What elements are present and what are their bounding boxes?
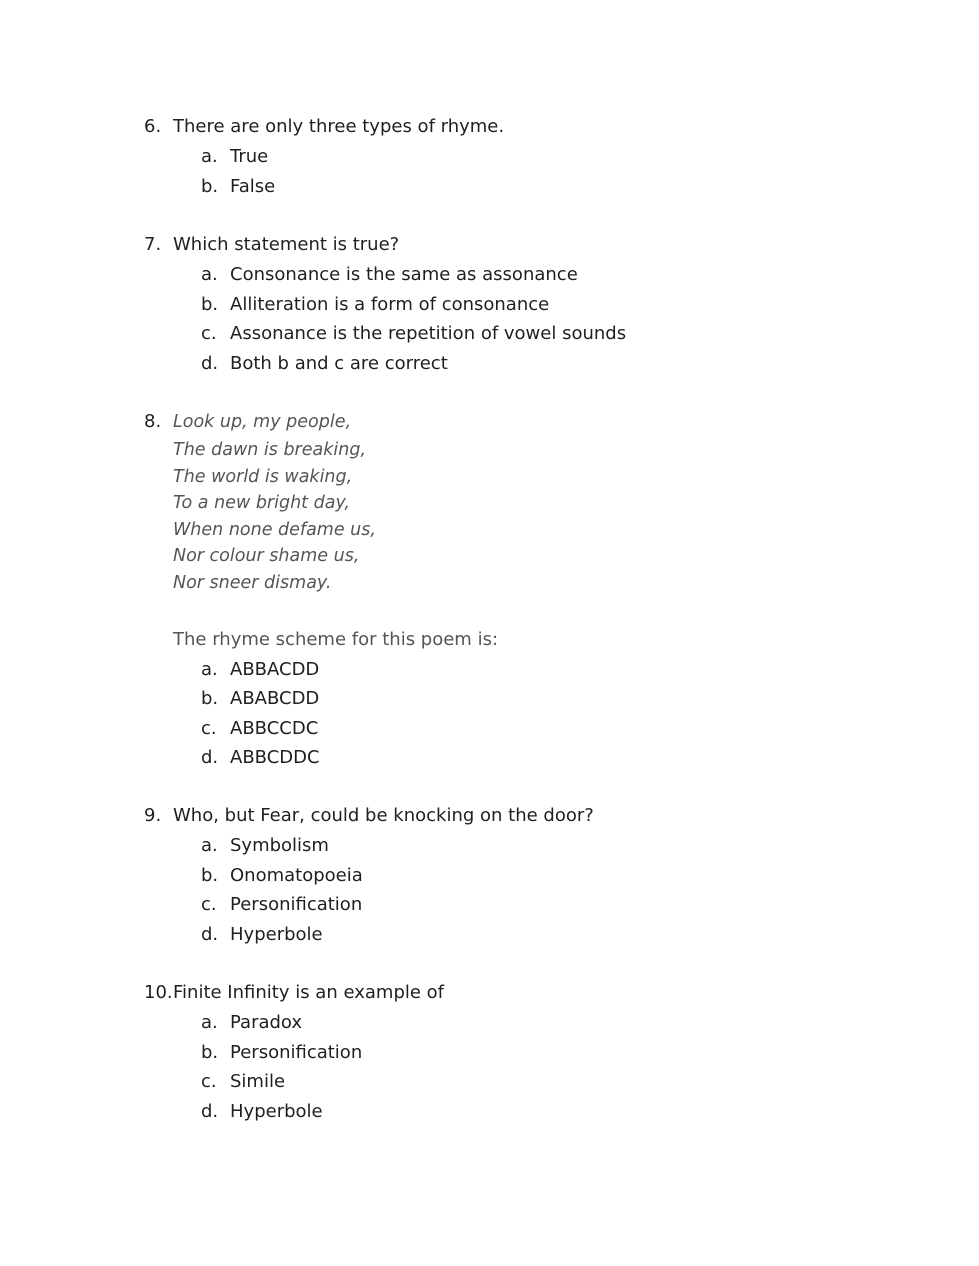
option-text: ABBCCDC (230, 717, 319, 739)
question-text: There are only three types of rhyme. (173, 116, 505, 137)
option-letter: d. (201, 352, 219, 374)
question-number: 10. (144, 982, 173, 1003)
option-letter: b. (201, 293, 219, 315)
option-text: False (230, 175, 276, 197)
answer-option-a[interactable] (201, 831, 594, 861)
question-9 (144, 801, 594, 949)
option-text: Assonance is the repetition of vowel sounds (230, 323, 627, 344)
option-text: Simile (230, 1071, 286, 1092)
option-text: Onomatopoeia (230, 864, 363, 886)
answer-option-d[interactable] (201, 349, 626, 379)
answer-options (144, 1008, 444, 1126)
option-text: ABBACDD (230, 658, 320, 680)
poem-line: The dawn is breaking, (173, 440, 367, 460)
question-10 (144, 978, 444, 1126)
answer-options (144, 260, 626, 378)
question-6 (144, 112, 504, 201)
question-number: 8. (144, 411, 162, 432)
option-letter: c. (201, 894, 217, 915)
poem-excerpt (144, 437, 498, 597)
option-letter: d. (201, 1100, 219, 1122)
question-8-stem (144, 407, 498, 437)
answer-option-b[interactable] (201, 861, 594, 891)
option-letter: a. (201, 835, 218, 856)
option-letter: b. (201, 1041, 219, 1063)
answer-option-b[interactable] (201, 290, 626, 320)
answer-option-a[interactable] (201, 1008, 444, 1038)
question-text: Finite Infinity is an example of (173, 982, 445, 1003)
answer-option-b[interactable] (201, 684, 498, 714)
question-text: Which statement is true? (173, 234, 400, 255)
option-text: Hyperbole (230, 1100, 323, 1122)
option-letter: a. (201, 146, 218, 167)
option-letter: b. (201, 864, 219, 886)
poem-line: Nor sneer dismay. (173, 572, 332, 593)
poem-line: The world is waking, (173, 466, 353, 487)
option-text: Both b and c are correct (230, 352, 448, 374)
option-text: Symbolism (230, 835, 329, 856)
question-6-stem (144, 112, 504, 142)
answer-option-d[interactable] (201, 743, 498, 773)
answer-option-c[interactable] (201, 319, 626, 349)
question-number: 7. (144, 234, 162, 255)
option-letter: b. (201, 688, 219, 710)
answer-option-a[interactable] (201, 142, 504, 172)
option-text: Paradox (230, 1012, 303, 1033)
answer-option-a[interactable] (201, 260, 626, 290)
option-letter: a. (201, 1012, 218, 1033)
option-letter: b. (201, 175, 219, 197)
question-number: 9. (144, 805, 162, 826)
question-9-stem (144, 801, 594, 831)
option-letter: c. (201, 1071, 217, 1092)
question-7 (144, 230, 626, 378)
answer-option-c[interactable] (201, 890, 594, 920)
option-letter: d. (201, 747, 219, 769)
option-text: Alliteration is a form of consonance (230, 293, 550, 315)
option-letter: c. (201, 717, 217, 739)
option-text: ABBCDDC (230, 747, 320, 769)
option-letter: d. (201, 923, 219, 945)
option-letter: a. (201, 658, 218, 680)
option-text: Consonance is the same as assonance (230, 264, 578, 285)
option-text: True (230, 146, 269, 167)
poem-line: To a new bright day, (173, 493, 350, 514)
question-number: 6. (144, 116, 162, 137)
answer-option-a[interactable] (201, 655, 498, 685)
option-letter: a. (201, 264, 218, 285)
option-text: Personification (230, 894, 363, 915)
question-7-stem (144, 230, 626, 260)
option-text: ABABCDD (230, 688, 320, 710)
question-8 (144, 407, 498, 773)
option-text: Personification (230, 1041, 363, 1063)
poem-line: When none defame us, (173, 519, 376, 540)
question-prompt: The rhyme scheme for this poem is: (173, 628, 499, 650)
option-letter: c. (201, 323, 217, 344)
answer-options (144, 831, 594, 949)
answer-options (144, 142, 504, 201)
option-text: Hyperbole (230, 923, 323, 945)
question-10-stem (144, 978, 444, 1008)
answer-option-b[interactable] (201, 172, 504, 202)
answer-option-c[interactable] (201, 714, 498, 744)
poem-line: Nor colour shame us, (173, 546, 360, 567)
poem-line: Look up, my people, (173, 412, 352, 432)
answer-option-d[interactable] (201, 920, 594, 950)
answer-option-b[interactable] (201, 1038, 444, 1068)
answer-option-d[interactable] (201, 1097, 444, 1127)
question-text: Who, but Fear, could be knocking on the door? (173, 805, 594, 826)
answer-option-c[interactable] (201, 1067, 444, 1097)
answer-options (144, 655, 498, 773)
